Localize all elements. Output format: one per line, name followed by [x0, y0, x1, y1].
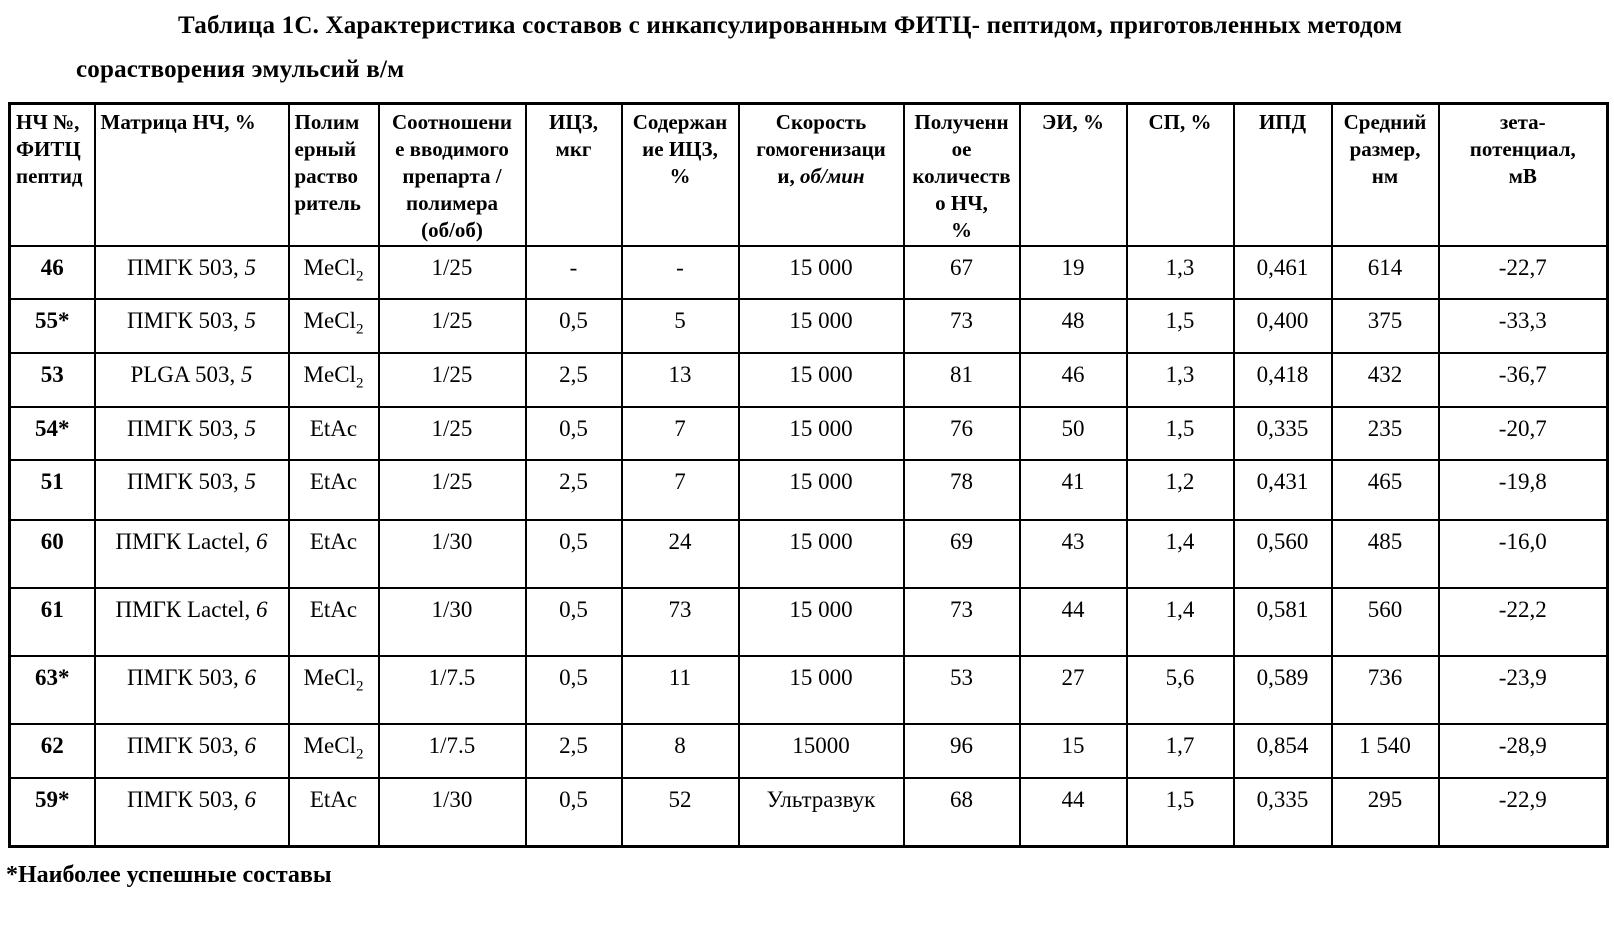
- table-row: [10, 724, 1608, 778]
- cell-icz_mkg: 2,5: [526, 460, 622, 520]
- cell-id: 46: [10, 246, 95, 299]
- cell-icz_mkg: 0,5: [526, 588, 622, 656]
- cell-solvent: MeCl$_2$: [289, 299, 379, 353]
- cell-sp: 1,4: [1127, 588, 1234, 656]
- cell-icz_mkg: -: [526, 246, 622, 299]
- cell-ei: 46: [1020, 353, 1127, 407]
- cell-size: 465: [1332, 460, 1439, 520]
- cell-ei: 19: [1020, 246, 1127, 299]
- cell-homog: 15 000: [739, 246, 904, 299]
- cell-solvent: EtAc: [289, 407, 379, 460]
- cell-ipd: 0,400: [1234, 299, 1332, 353]
- cell-solvent: EtAc: [289, 520, 379, 588]
- column-header-sp: СП, %: [1127, 104, 1234, 247]
- column-header-zeta: зета- потенциал, мВ: [1439, 104, 1608, 247]
- column-header-solvent: Полим ерный раство ритель: [289, 104, 379, 247]
- cell-matrix: ПМГК 503, 6: [95, 778, 289, 846]
- cell-sp: 1,4: [1127, 520, 1234, 588]
- cell-homog: 15 000: [739, 656, 904, 724]
- cell-size: 295: [1332, 778, 1439, 846]
- cell-zeta: -22,2: [1439, 588, 1608, 656]
- table-title-line1: Таблица 1С. Характеристика составов с инкапсулированным ФИТЦ- пептидом, приготовленных методом: [178, 12, 1403, 39]
- cell-matrix: ПМГК 503, 5: [95, 299, 289, 353]
- cell-id: 54*: [10, 407, 95, 460]
- header-row: [10, 104, 1608, 247]
- cell-matrix: ПМГК 503, 5: [95, 460, 289, 520]
- cell-ei: 43: [1020, 520, 1127, 588]
- table-row: [10, 353, 1608, 407]
- cell-homog: 15 000: [739, 520, 904, 588]
- cell-zeta: -28,9: [1439, 724, 1608, 778]
- cell-solvent: MeCl$_2$: [289, 656, 379, 724]
- cell-ratio: 1/25: [379, 299, 526, 353]
- cell-solvent: EtAc: [289, 778, 379, 846]
- cell-ipd: 0,461: [1234, 246, 1332, 299]
- cell-zeta: -20,7: [1439, 407, 1608, 460]
- cell-size: 1 540: [1332, 724, 1439, 778]
- cell-yield_pct: 53: [904, 656, 1020, 724]
- cell-matrix: PLGA 503, 5: [95, 353, 289, 407]
- cell-yield_pct: 73: [904, 299, 1020, 353]
- cell-icz_mkg: 2,5: [526, 353, 622, 407]
- column-header-ipd: ИПД: [1234, 104, 1332, 247]
- table-footnote: *Наиболее успешные составы: [6, 861, 332, 888]
- cell-yield_pct: 81: [904, 353, 1020, 407]
- table-title-line2: сорастворения эмульсий в/м: [76, 56, 405, 83]
- cell-zeta: -16,0: [1439, 520, 1608, 588]
- cell-icz_pct: 7: [622, 460, 739, 520]
- cell-sp: 1,5: [1127, 407, 1234, 460]
- cell-size: 560: [1332, 588, 1439, 656]
- cell-id: 51: [10, 460, 95, 520]
- cell-size: 614: [1332, 246, 1439, 299]
- column-header-icz_pct: Содержан ие ИЦЗ, %: [622, 104, 739, 247]
- cell-id: 63*: [10, 656, 95, 724]
- cell-zeta: -36,7: [1439, 353, 1608, 407]
- table-row: [10, 778, 1608, 846]
- cell-icz_mkg: 0,5: [526, 656, 622, 724]
- cell-id: 61: [10, 588, 95, 656]
- cell-id: 53: [10, 353, 95, 407]
- cell-ipd: 0,560: [1234, 520, 1332, 588]
- cell-size: 736: [1332, 656, 1439, 724]
- cell-id: 60: [10, 520, 95, 588]
- table-row: [10, 299, 1608, 353]
- cell-ratio: 1/30: [379, 588, 526, 656]
- cell-yield_pct: 96: [904, 724, 1020, 778]
- cell-icz_mkg: 0,5: [526, 778, 622, 846]
- cell-ei: 15: [1020, 724, 1127, 778]
- cell-solvent: EtAc: [289, 460, 379, 520]
- cell-ei: 44: [1020, 588, 1127, 656]
- cell-icz_pct: 52: [622, 778, 739, 846]
- cell-homog: 15 000: [739, 460, 904, 520]
- cell-ipd: 0,418: [1234, 353, 1332, 407]
- cell-homog: 15 000: [739, 588, 904, 656]
- cell-ratio: 1/7.5: [379, 724, 526, 778]
- cell-size: 485: [1332, 520, 1439, 588]
- cell-ratio: 1/30: [379, 778, 526, 846]
- cell-ratio: 1/25: [379, 353, 526, 407]
- cell-icz_pct: 73: [622, 588, 739, 656]
- cell-zeta: -23,9: [1439, 656, 1608, 724]
- column-header-yield_pct: Полученн ое количеств о НЧ, %: [904, 104, 1020, 247]
- cell-icz_pct: 11: [622, 656, 739, 724]
- cell-size: 432: [1332, 353, 1439, 407]
- cell-sp: 1,3: [1127, 353, 1234, 407]
- cell-ipd: 0,854: [1234, 724, 1332, 778]
- cell-homog: 15 000: [739, 299, 904, 353]
- cell-sp: 1,7: [1127, 724, 1234, 778]
- cell-solvent: EtAc: [289, 588, 379, 656]
- cell-sp: 5,6: [1127, 656, 1234, 724]
- cell-zeta: -19,8: [1439, 460, 1608, 520]
- cell-icz_mkg: 0,5: [526, 407, 622, 460]
- column-header-matrix: Матрица НЧ, %: [95, 104, 289, 247]
- cell-yield_pct: 69: [904, 520, 1020, 588]
- cell-matrix: ПМГК 503, 5: [95, 246, 289, 299]
- table-header: [10, 104, 1608, 247]
- cell-sp: 1,5: [1127, 299, 1234, 353]
- cell-icz_pct: 24: [622, 520, 739, 588]
- column-header-ratio: Соотношени е вводимого препарта / полимера (об/об): [379, 104, 526, 247]
- cell-solvent: MeCl$_2$: [289, 353, 379, 407]
- cell-yield_pct: 76: [904, 407, 1020, 460]
- cell-id: 55*: [10, 299, 95, 353]
- cell-size: 375: [1332, 299, 1439, 353]
- cell-icz_pct: -: [622, 246, 739, 299]
- column-header-icz_mkg: ИЦЗ, мкг: [526, 104, 622, 247]
- column-header-homog: Скорость гомогенизаци и, об/мин: [739, 104, 904, 247]
- table-row: [10, 407, 1608, 460]
- cell-yield_pct: 73: [904, 588, 1020, 656]
- table-row: [10, 246, 1608, 299]
- table-row: [10, 588, 1608, 656]
- cell-sp: 1,3: [1127, 246, 1234, 299]
- cell-icz_pct: 5: [622, 299, 739, 353]
- cell-ei: 27: [1020, 656, 1127, 724]
- column-header-id: НЧ №, ФИТЦ пептид: [10, 104, 95, 247]
- cell-solvent: MeCl$_2$: [289, 246, 379, 299]
- cell-ipd: 0,335: [1234, 407, 1332, 460]
- table-row: [10, 460, 1608, 520]
- cell-ratio: 1/7.5: [379, 656, 526, 724]
- cell-icz_pct: 13: [622, 353, 739, 407]
- cell-homog: 15 000: [739, 353, 904, 407]
- cell-zeta: -22,7: [1439, 246, 1608, 299]
- cell-ipd: 0,335: [1234, 778, 1332, 846]
- cell-icz_mkg: 0,5: [526, 299, 622, 353]
- cell-ipd: 0,589: [1234, 656, 1332, 724]
- cell-size: 235: [1332, 407, 1439, 460]
- cell-zeta: -33,3: [1439, 299, 1608, 353]
- cell-yield_pct: 67: [904, 246, 1020, 299]
- cell-ratio: 1/25: [379, 407, 526, 460]
- cell-matrix: ПМГК 503, 6: [95, 724, 289, 778]
- column-header-ei: ЭИ, %: [1020, 104, 1127, 247]
- cell-icz_pct: 7: [622, 407, 739, 460]
- cell-icz_mkg: 2,5: [526, 724, 622, 778]
- column-header-size: Средний размер, нм: [1332, 104, 1439, 247]
- cell-matrix: ПМГК Lactel, 6: [95, 588, 289, 656]
- cell-matrix: ПМГК 503, 6: [95, 656, 289, 724]
- cell-matrix: ПМГК Lactel, 6: [95, 520, 289, 588]
- table-row: [10, 520, 1608, 588]
- cell-yield_pct: 68: [904, 778, 1020, 846]
- cell-solvent: MeCl$_2$: [289, 724, 379, 778]
- cell-icz_mkg: 0,5: [526, 520, 622, 588]
- cell-id: 62: [10, 724, 95, 778]
- characteristics-table: [8, 102, 1609, 848]
- cell-homog: Ультразвук: [739, 778, 904, 846]
- cell-ratio: 1/25: [379, 246, 526, 299]
- cell-ratio: 1/30: [379, 520, 526, 588]
- cell-zeta: -22,9: [1439, 778, 1608, 846]
- cell-ratio: 1/25: [379, 460, 526, 520]
- cell-ipd: 0,581: [1234, 588, 1332, 656]
- table-row: [10, 656, 1608, 724]
- cell-yield_pct: 78: [904, 460, 1020, 520]
- cell-sp: 1,2: [1127, 460, 1234, 520]
- cell-matrix: ПМГК 503, 5: [95, 407, 289, 460]
- cell-ei: 50: [1020, 407, 1127, 460]
- cell-homog: 15000: [739, 724, 904, 778]
- cell-icz_pct: 8: [622, 724, 739, 778]
- cell-ei: 41: [1020, 460, 1127, 520]
- cell-sp: 1,5: [1127, 778, 1234, 846]
- cell-homog: 15 000: [739, 407, 904, 460]
- cell-ei: 48: [1020, 299, 1127, 353]
- cell-ei: 44: [1020, 778, 1127, 846]
- table-body: [10, 246, 1608, 846]
- cell-id: 59*: [10, 778, 95, 846]
- cell-ipd: 0,431: [1234, 460, 1332, 520]
